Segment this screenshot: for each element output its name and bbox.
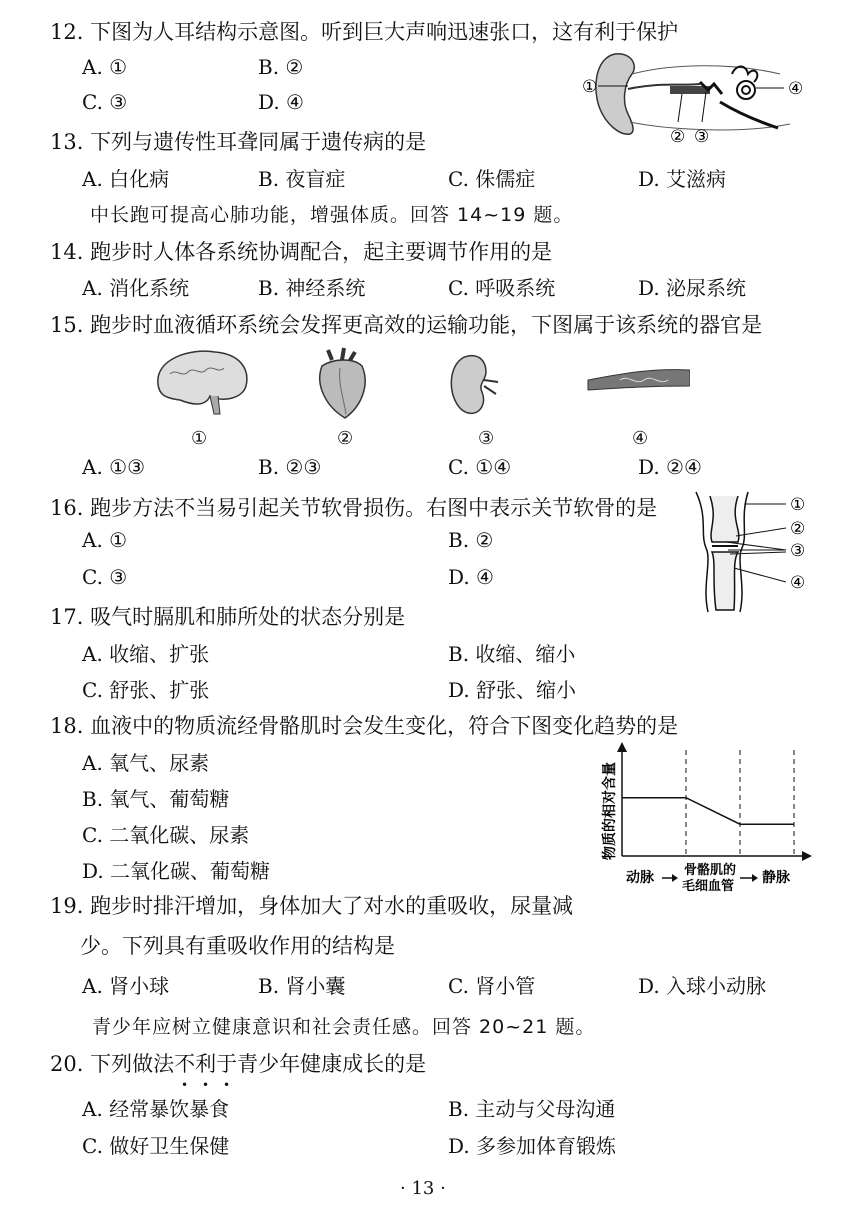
- chart-x-label-capillary-2: 毛细血管: [682, 879, 735, 894]
- q15-option-a: A. ①③: [82, 455, 146, 479]
- q14-stem: 14. 跑步时人体各系统协调配合，起主要调节作用的是: [50, 240, 553, 264]
- chart-x-label-artery: 动脉: [626, 870, 654, 886]
- joint-label-4: ④: [790, 573, 806, 593]
- q17-option-d: D. 舒张、缩小: [448, 678, 577, 702]
- q19-option-d: D. 入球小动脉: [638, 974, 767, 998]
- q13-stem: 13. 下列与遗传性耳聋同属于遗传病的是: [50, 130, 427, 154]
- capillary-image: [588, 370, 690, 390]
- q19-stem-line1: 19. 跑步时排汗增加，身体加大了对水的重吸收，尿量减: [50, 894, 574, 918]
- organ-label-3: ③: [478, 428, 495, 449]
- q12-option-c: C. ③: [82, 90, 128, 114]
- q20-option-a: A. 经常暴饮暴食: [82, 1097, 230, 1121]
- joint-figure: [688, 490, 828, 614]
- q20-option-b: B. 主动与父母沟通: [448, 1097, 616, 1121]
- q13-option-a: A. 白化病: [82, 167, 170, 191]
- q17-option-c: C. 舒张、扩张: [82, 678, 210, 702]
- q15-option-b: B. ②③: [258, 455, 322, 479]
- q19-option-c: C. 肾小管: [448, 974, 536, 998]
- q16-option-a: A. ①: [82, 528, 128, 552]
- q13-option-d: D. 艾滋病: [638, 167, 727, 191]
- ear-label-3: ③: [694, 127, 710, 147]
- q18-option-a: A. 氧气、尿素: [82, 751, 210, 775]
- q12-stem: 12. 下图为人耳结构示意图。听到巨大声响迅速张口，这有利于保护: [50, 20, 679, 44]
- q15-option-d: D. ②④: [638, 455, 702, 479]
- organs-figure: [150, 344, 690, 422]
- q18-option-d: D. 二氧化碳、葡萄糖: [82, 859, 271, 883]
- q17-stem: 17. 吸气时膈肌和肺所处的状态分别是: [50, 605, 406, 629]
- section-intro-20-21: 青少年应树立健康意识和社会责任感。回答 20~21 题。: [92, 1016, 596, 1038]
- joint-label-1: ①: [790, 495, 806, 515]
- q20-stem-post: 青少年健康成长的是: [237, 1052, 427, 1076]
- q18-stem: 18. 血液中的物质流经骨骼肌时会发生变化，符合下图变化趋势的是: [50, 714, 679, 738]
- q16-stem: 16. 跑步方法不当易引起关节软骨损伤。右图中表示关节软骨的是: [50, 496, 658, 520]
- q12-option-b: B. ②: [258, 55, 304, 79]
- q13-option-b: B. 夜盲症: [258, 167, 346, 191]
- q16-option-c: C. ③: [82, 565, 128, 589]
- q18-option-c: C. 二氧化碳、尿素: [82, 823, 250, 847]
- ear-label-1: ①: [582, 77, 598, 97]
- ear-label-2: ②: [670, 127, 686, 147]
- joint-label-2: ②: [790, 519, 806, 539]
- chart-ylabel: 物质的相对含量: [602, 762, 618, 860]
- chart-x-label-vein: 静脉: [762, 870, 790, 886]
- joint-label-3: ③: [790, 541, 806, 561]
- q20-stem-pre: 20. 下列做法: [50, 1052, 175, 1076]
- q20-stem-emphasis: 不利于: [174, 1052, 238, 1076]
- kidney-image: [451, 356, 498, 414]
- q15-stem: 15. 跑步时血液循环系统会发挥更高效的运输功能，下图属于该系统的器官是: [50, 313, 763, 337]
- q18-option-b: B. 氧气、葡萄糖: [82, 787, 230, 811]
- q14-option-c: C. 呼吸系统: [448, 276, 556, 300]
- substance-trend-chart: [590, 740, 820, 898]
- chart-trend-line: [622, 798, 794, 825]
- heart-image: [320, 348, 365, 418]
- chart-x-label-capillary-1: 骨骼肌的: [684, 863, 737, 878]
- page-number: · 13 ·: [400, 1178, 446, 1199]
- q19-option-b: B. 肾小囊: [258, 974, 346, 998]
- q12-option-d: D. ④: [258, 90, 304, 114]
- q19-option-a: A. 肾小球: [82, 974, 170, 998]
- q17-option-a: A. 收缩、扩张: [82, 642, 210, 666]
- q19-stem-line2: 少。下列具有重吸收作用的结构是: [80, 934, 395, 958]
- organ-label-1: ①: [191, 428, 208, 449]
- q12-option-a: A. ①: [82, 55, 128, 79]
- q14-option-d: D. 泌尿系统: [638, 276, 747, 300]
- q14-option-a: A. 消化系统: [82, 276, 190, 300]
- q14-option-b: B. 神经系统: [258, 276, 366, 300]
- q17-option-b: B. 收缩、缩小: [448, 642, 576, 666]
- q20-option-c: C. 做好卫生保健: [82, 1134, 230, 1158]
- q13-option-c: C. 侏儒症: [448, 167, 536, 191]
- brain-image: [158, 351, 247, 414]
- section-intro-14-19: 中长跑可提高心肺功能，增强体质。回答 14~19 题。: [90, 204, 574, 226]
- q20-option-d: D. 多参加体育锻炼: [448, 1134, 617, 1158]
- ear-label-4: ④: [788, 79, 804, 99]
- organ-label-4: ④: [632, 428, 649, 449]
- ear-structure-figure: [570, 44, 820, 152]
- organ-label-2: ②: [337, 428, 354, 449]
- q16-option-d: D. ④: [448, 565, 494, 589]
- q15-option-c: C. ①④: [448, 455, 512, 479]
- q20-stem: [50, 1048, 426, 1078]
- q16-option-b: B. ②: [448, 528, 494, 552]
